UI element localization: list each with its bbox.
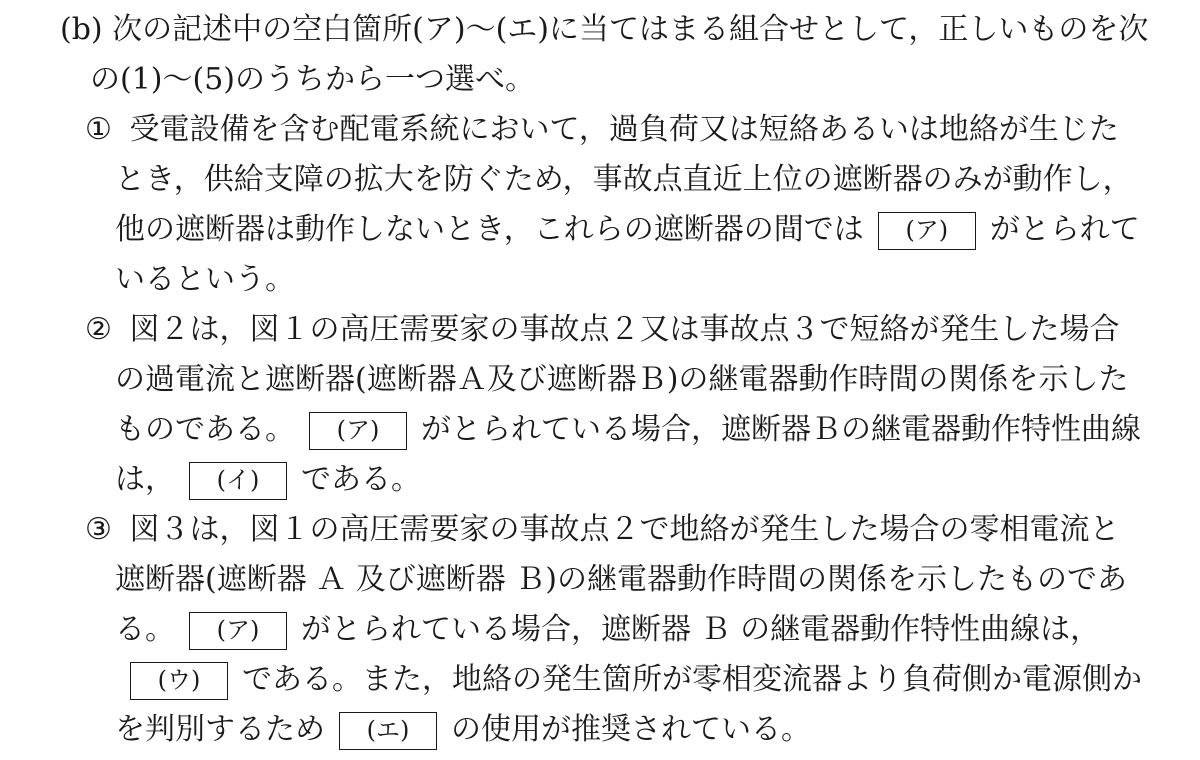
question-header-text-2: の(1)～(5)のうちから一つ選べ。 (90, 62, 535, 97)
item3-text-1: 図３は，図１の高圧需要家の事故点２で地絡が発生した場合の零相電流と (129, 512, 1120, 547)
item3-line-5 (115, 705, 811, 755)
item3-text-5b: の使用が推奨されている。 (451, 712, 811, 747)
item3-line-2 (115, 555, 1127, 605)
item2-text-3b: がとられている場合，遮断器Ｂの継電器動作特性曲線 (421, 412, 1141, 447)
item1-text-1: 受電設備を含む配電系統において，過負荷又は短絡あるいは地絡が生じた (129, 112, 1119, 147)
item1-text-3b: がとられて (989, 212, 1140, 247)
question-header-text-1: 次の記述中の空白箇所(ア)～(エ)に当てはまる組合せとして，正しいものを次 (112, 12, 1149, 47)
item2-text-4b: である。 (301, 462, 421, 497)
blank-u-box: (ウ) (130, 662, 228, 700)
question-header-line-1 (60, 5, 1148, 55)
item1-text-2: とき，供給支障の拡大を防ぐため，事故点直近上位の遮断器のみが動作し， (115, 162, 1133, 197)
item2-text-1: 図２は，図１の高圧需要家の事故点２又は事故点３で短絡が発生した場合 (129, 312, 1120, 347)
item1-line-2 (115, 155, 1133, 205)
item1-number: ① (85, 112, 112, 147)
item1-line-4 (115, 255, 295, 305)
item3-line-1 (85, 505, 1119, 555)
item2-text-4a: は， (115, 462, 175, 497)
item3-text-3a: る。 (115, 612, 175, 647)
item2-line-1 (85, 305, 1119, 355)
blank-a-box: (ア) (189, 612, 287, 650)
item3-line-4 (115, 655, 1142, 705)
item2-line-3 (115, 405, 1141, 455)
item2-number: ② (85, 312, 112, 347)
item3-text-5a: を判別するため (115, 712, 325, 747)
blank-a-box: (ア) (309, 412, 407, 450)
blank-a-box: (ア) (878, 212, 976, 250)
item2-line-2 (115, 355, 1128, 405)
item2-text-3a: ものである。 (115, 412, 295, 447)
item3-number: ③ (85, 512, 112, 547)
question-label: (b) (60, 12, 103, 47)
item3-text-4: である。また，地絡の発生箇所が零相変流器より負荷側か電源側か (242, 662, 1142, 697)
item3-text-3b: がとられている場合，遮断器 Ｂ の継電器動作特性曲線は， (301, 612, 1101, 647)
item3-text-2: 遮断器(遮断器 Ａ 及び遮断器 Ｂ)の継電器動作時間の関係を示したものであ (115, 562, 1128, 597)
item1-line-1 (85, 105, 1119, 155)
blank-e-box: (エ) (339, 712, 437, 750)
item1-text-4: いるという。 (115, 262, 295, 297)
item2-text-2: の過電流と遮断器(遮断器Ａ及び遮断器Ｂ)の継電器動作時間の関係を示した (115, 362, 1129, 397)
item1-text-3a: 他の遮断器は動作しないとき，これらの遮断器の間では (115, 212, 864, 247)
item1-line-3 (115, 205, 1140, 255)
question-header-line-2 (90, 55, 535, 105)
item2-line-4 (115, 455, 421, 505)
blank-i-box: (イ) (189, 462, 287, 500)
item3-line-3 (115, 605, 1100, 655)
